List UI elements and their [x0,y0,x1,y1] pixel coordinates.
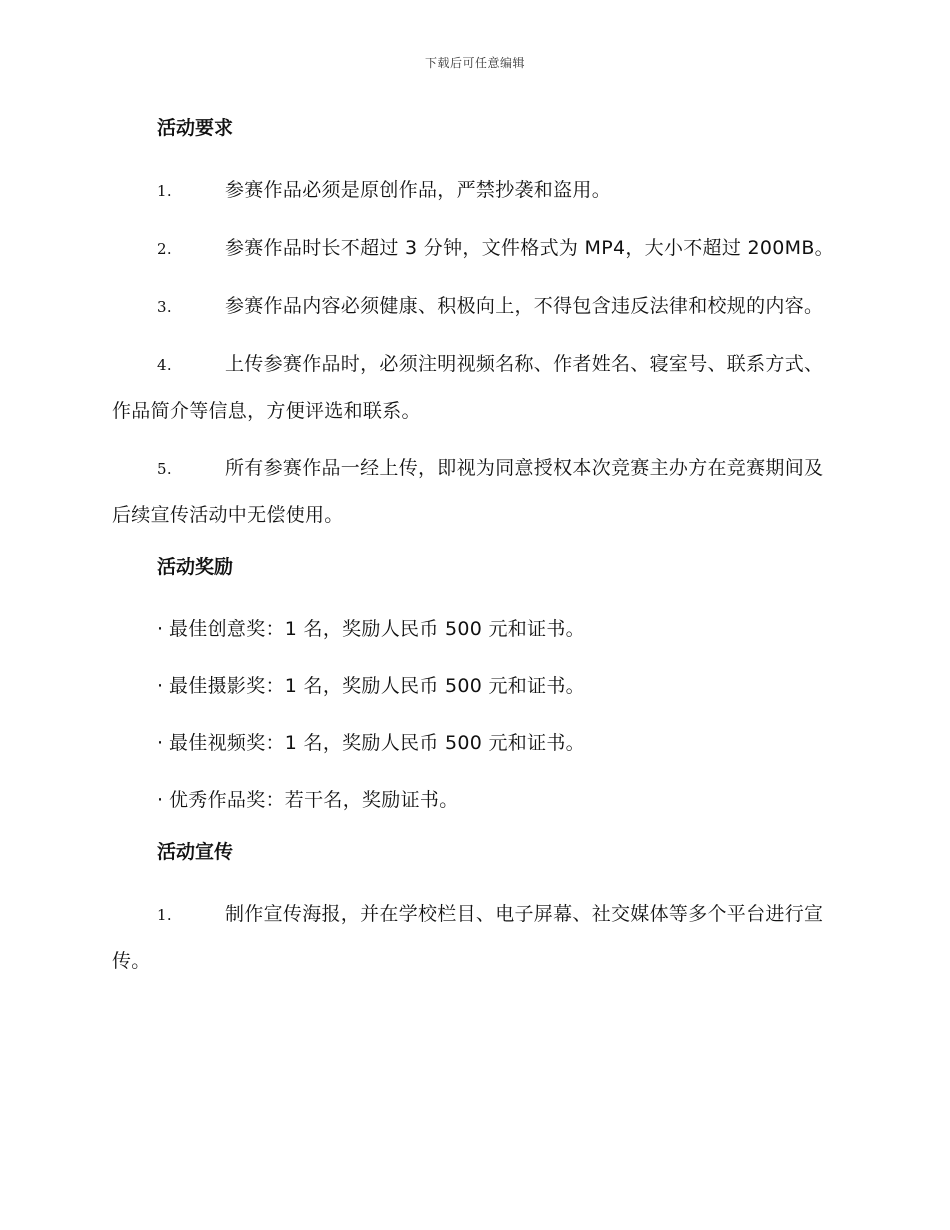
requirement-item-3 [112,283,836,330]
bullet-dot: · [157,732,164,754]
document-body [112,110,836,984]
section-heading-awards: 活动奖励 [157,556,234,578]
award-item-3 [157,720,836,766]
item-text: 参赛作品内容必须健康、积极向上，不得包含违反法律和校规的内容。 [225,295,824,317]
bullet-dot: · [157,618,164,640]
item-number: 4. [157,356,172,374]
item-number: 2. [157,240,172,258]
bullet-dot: · [157,675,164,697]
requirement-item-2 [112,225,836,272]
item-text: 所有参赛作品一经上传，即视为同意授权本次竞赛主办方在竞赛期间及后续宣传活动中无偿使用。 [112,457,824,526]
requirement-item-5 [112,445,836,538]
item-text: 参赛作品时长不超过 3 分钟，文件格式为 MP4，大小不超过 200MB。 [225,237,834,259]
item-text: 上传参赛作品时，必须注明视频名称、作者姓名、寝室号、联系方式、作品简介等信息，方便评选和联系。 [112,353,824,422]
header-note: 下载后可任意编辑 [424,56,525,70]
item-number: 5. [157,460,172,478]
item-text: 最佳摄影奖：1 名，奖励人民币 500 元和证书。 [169,675,585,697]
item-text: 优秀作品奖：若干名，奖励证书。 [169,789,459,811]
item-text: 最佳视频奖：1 名，奖励人民币 500 元和证书。 [169,732,585,754]
item-number: 1. [157,182,172,200]
item-text: 制作宣传海报，并在学校栏目、电子屏幕、社交媒体等多个平台进行宣传。 [112,903,824,972]
item-text: 参赛作品必须是原创作品，严禁抄袭和盗用。 [225,179,612,201]
award-item-4 [157,777,836,823]
requirement-item-1 [112,167,836,214]
item-number: 3. [157,298,172,316]
publicity-item-1 [112,891,836,984]
award-item-2 [157,663,836,709]
requirement-item-4 [112,341,836,434]
section-heading-requirements: 活动要求 [157,117,234,139]
section-heading-publicity: 活动宣传 [157,841,234,863]
award-item-1 [157,606,836,652]
item-text: 最佳创意奖：1 名，奖励人民币 500 元和证书。 [169,618,585,640]
bullet-dot: · [157,789,164,811]
item-number: 1. [157,906,172,924]
